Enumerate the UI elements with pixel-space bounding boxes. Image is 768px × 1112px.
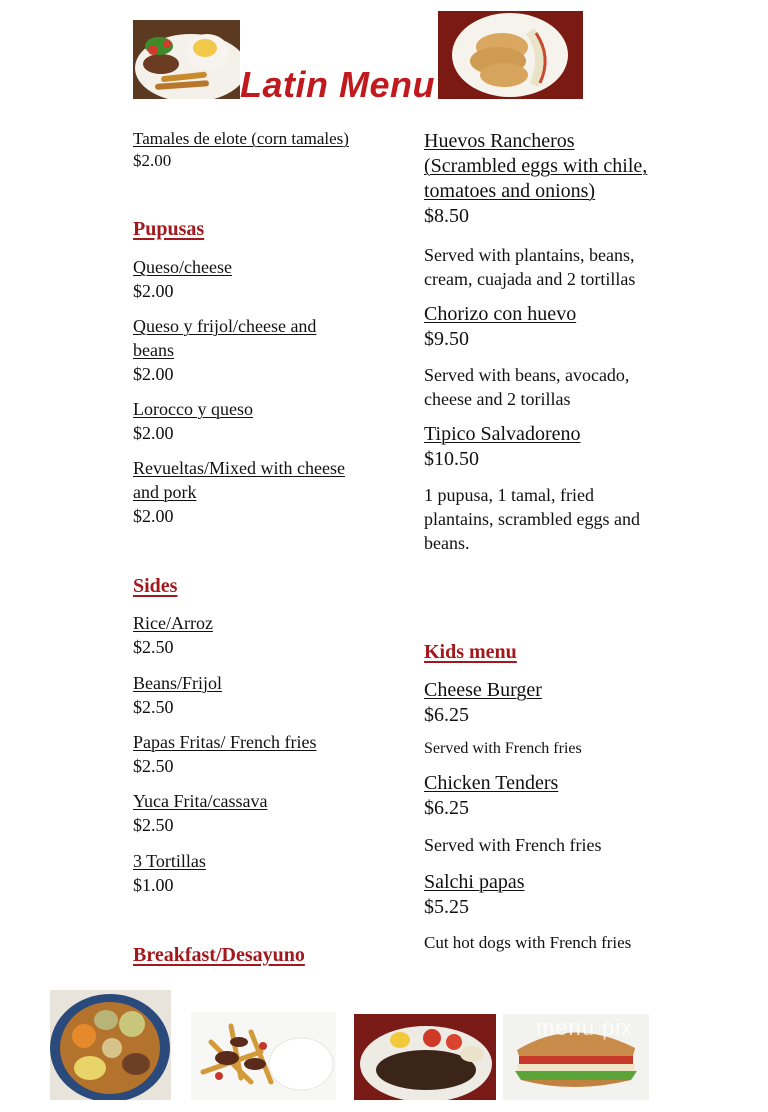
pupusas-plate-image — [438, 11, 583, 99]
page-title: Latin Menu — [240, 64, 435, 105]
item-name: Chorizo con huevo — [424, 303, 577, 325]
section-heading-breakfast: Breakfast/Desayuno — [133, 944, 305, 966]
section-heading-kids: Kids menu — [424, 641, 517, 663]
item-price: $10.50 — [424, 448, 479, 470]
item-name: 3 Tortillas — [133, 851, 206, 871]
item-price: $2.50 — [133, 815, 174, 835]
item-name: Chicken Tenders — [424, 772, 559, 794]
menu-item — [424, 422, 580, 472]
item-name: Rice/Arroz — [133, 613, 213, 633]
menu-item — [133, 611, 213, 659]
soup-bowl-photo — [50, 990, 171, 1100]
menu-item — [133, 730, 316, 778]
item-description: Cut hot dogs with French fries — [424, 933, 632, 952]
item-name: Beans/Frijol — [133, 673, 222, 693]
item-price: $8.50 — [424, 205, 469, 227]
item-name: Queso y frijol/cheese and — [133, 316, 317, 336]
menu-item — [424, 678, 542, 728]
breakfast-plate-image — [133, 20, 240, 99]
item-description — [424, 243, 635, 291]
watermark-text: menu pix — [536, 1015, 634, 1040]
item-price: $9.50 — [424, 328, 469, 350]
item-price: $2.50 — [133, 637, 174, 657]
item-name: Papas Fritas/ French fries — [133, 732, 317, 752]
menu-item — [133, 671, 222, 719]
item-price: $2.00 — [133, 364, 174, 384]
item-name: and pork — [133, 482, 197, 502]
item-price: $2.50 — [133, 697, 174, 717]
description-line: cheese and 2 torillas — [424, 389, 571, 409]
menu-item — [133, 128, 349, 172]
item-description: Served with French fries — [424, 835, 602, 855]
item-price: $2.00 — [133, 151, 172, 170]
item-name: (Scrambled eggs with chile, — [424, 155, 648, 177]
item-name: Cheese Burger — [424, 679, 542, 701]
item-price: $5.25 — [424, 896, 469, 918]
steak-plate-image — [354, 1014, 496, 1100]
item-name: beans — [133, 340, 174, 360]
item-name: Salchi papas — [424, 871, 525, 893]
item-price: $2.00 — [133, 423, 174, 443]
item-description — [424, 363, 629, 411]
item-name: Revueltas/Mixed with cheese — [133, 458, 345, 478]
item-price: $2.00 — [133, 281, 174, 301]
breakfast-plate-photo — [133, 20, 240, 99]
menu-item — [133, 314, 316, 386]
menu-item — [133, 849, 206, 897]
description-line: 1 pupusa, 1 tamal, fried — [424, 485, 594, 505]
lomo-saltado-photo — [191, 1012, 336, 1100]
item-price: $6.25 — [424, 797, 469, 819]
menu-item — [424, 129, 647, 229]
lomo-saltado-image — [191, 1012, 336, 1100]
menu-item — [424, 870, 525, 920]
item-description: Served with French fries — [424, 740, 582, 757]
menu-item — [133, 397, 253, 445]
item-price: $6.25 — [424, 704, 469, 726]
item-price: $2.00 — [133, 506, 174, 526]
description-line: cream, cuajada and 2 tortillas — [424, 269, 636, 289]
item-description — [424, 483, 640, 555]
menu-item — [133, 789, 267, 837]
description-line: Served with beans, avocado, — [424, 365, 630, 385]
item-name: Lorocco y queso — [133, 399, 253, 419]
steak-plate-photo — [354, 1014, 496, 1100]
item-name: Huevos Rancheros — [424, 130, 575, 152]
item-name: Queso/cheese — [133, 257, 232, 277]
section-heading-pupusas: Pupusas — [133, 218, 205, 240]
item-price: $1.00 — [133, 875, 174, 895]
item-name: tomatoes and onions) — [424, 180, 596, 202]
description-line: Served with plantains, beans, — [424, 245, 635, 265]
pupusas-plate-photo — [438, 11, 583, 99]
item-name: Tamales de elote (corn tamales) — [133, 129, 349, 148]
menu-item — [424, 771, 558, 821]
item-price: $2.50 — [133, 756, 174, 776]
description-line: plantains, scrambled eggs and — [424, 509, 640, 529]
item-name: Yuca Frita/cassava — [133, 791, 268, 811]
soup-bowl-image — [50, 990, 171, 1100]
item-name: Tipico Salvadoreno — [424, 423, 581, 445]
section-heading-sides: Sides — [133, 575, 178, 597]
menu-item — [133, 255, 232, 303]
menu-item — [133, 456, 345, 528]
menu-item — [424, 302, 576, 352]
description-line: beans. — [424, 533, 470, 553]
